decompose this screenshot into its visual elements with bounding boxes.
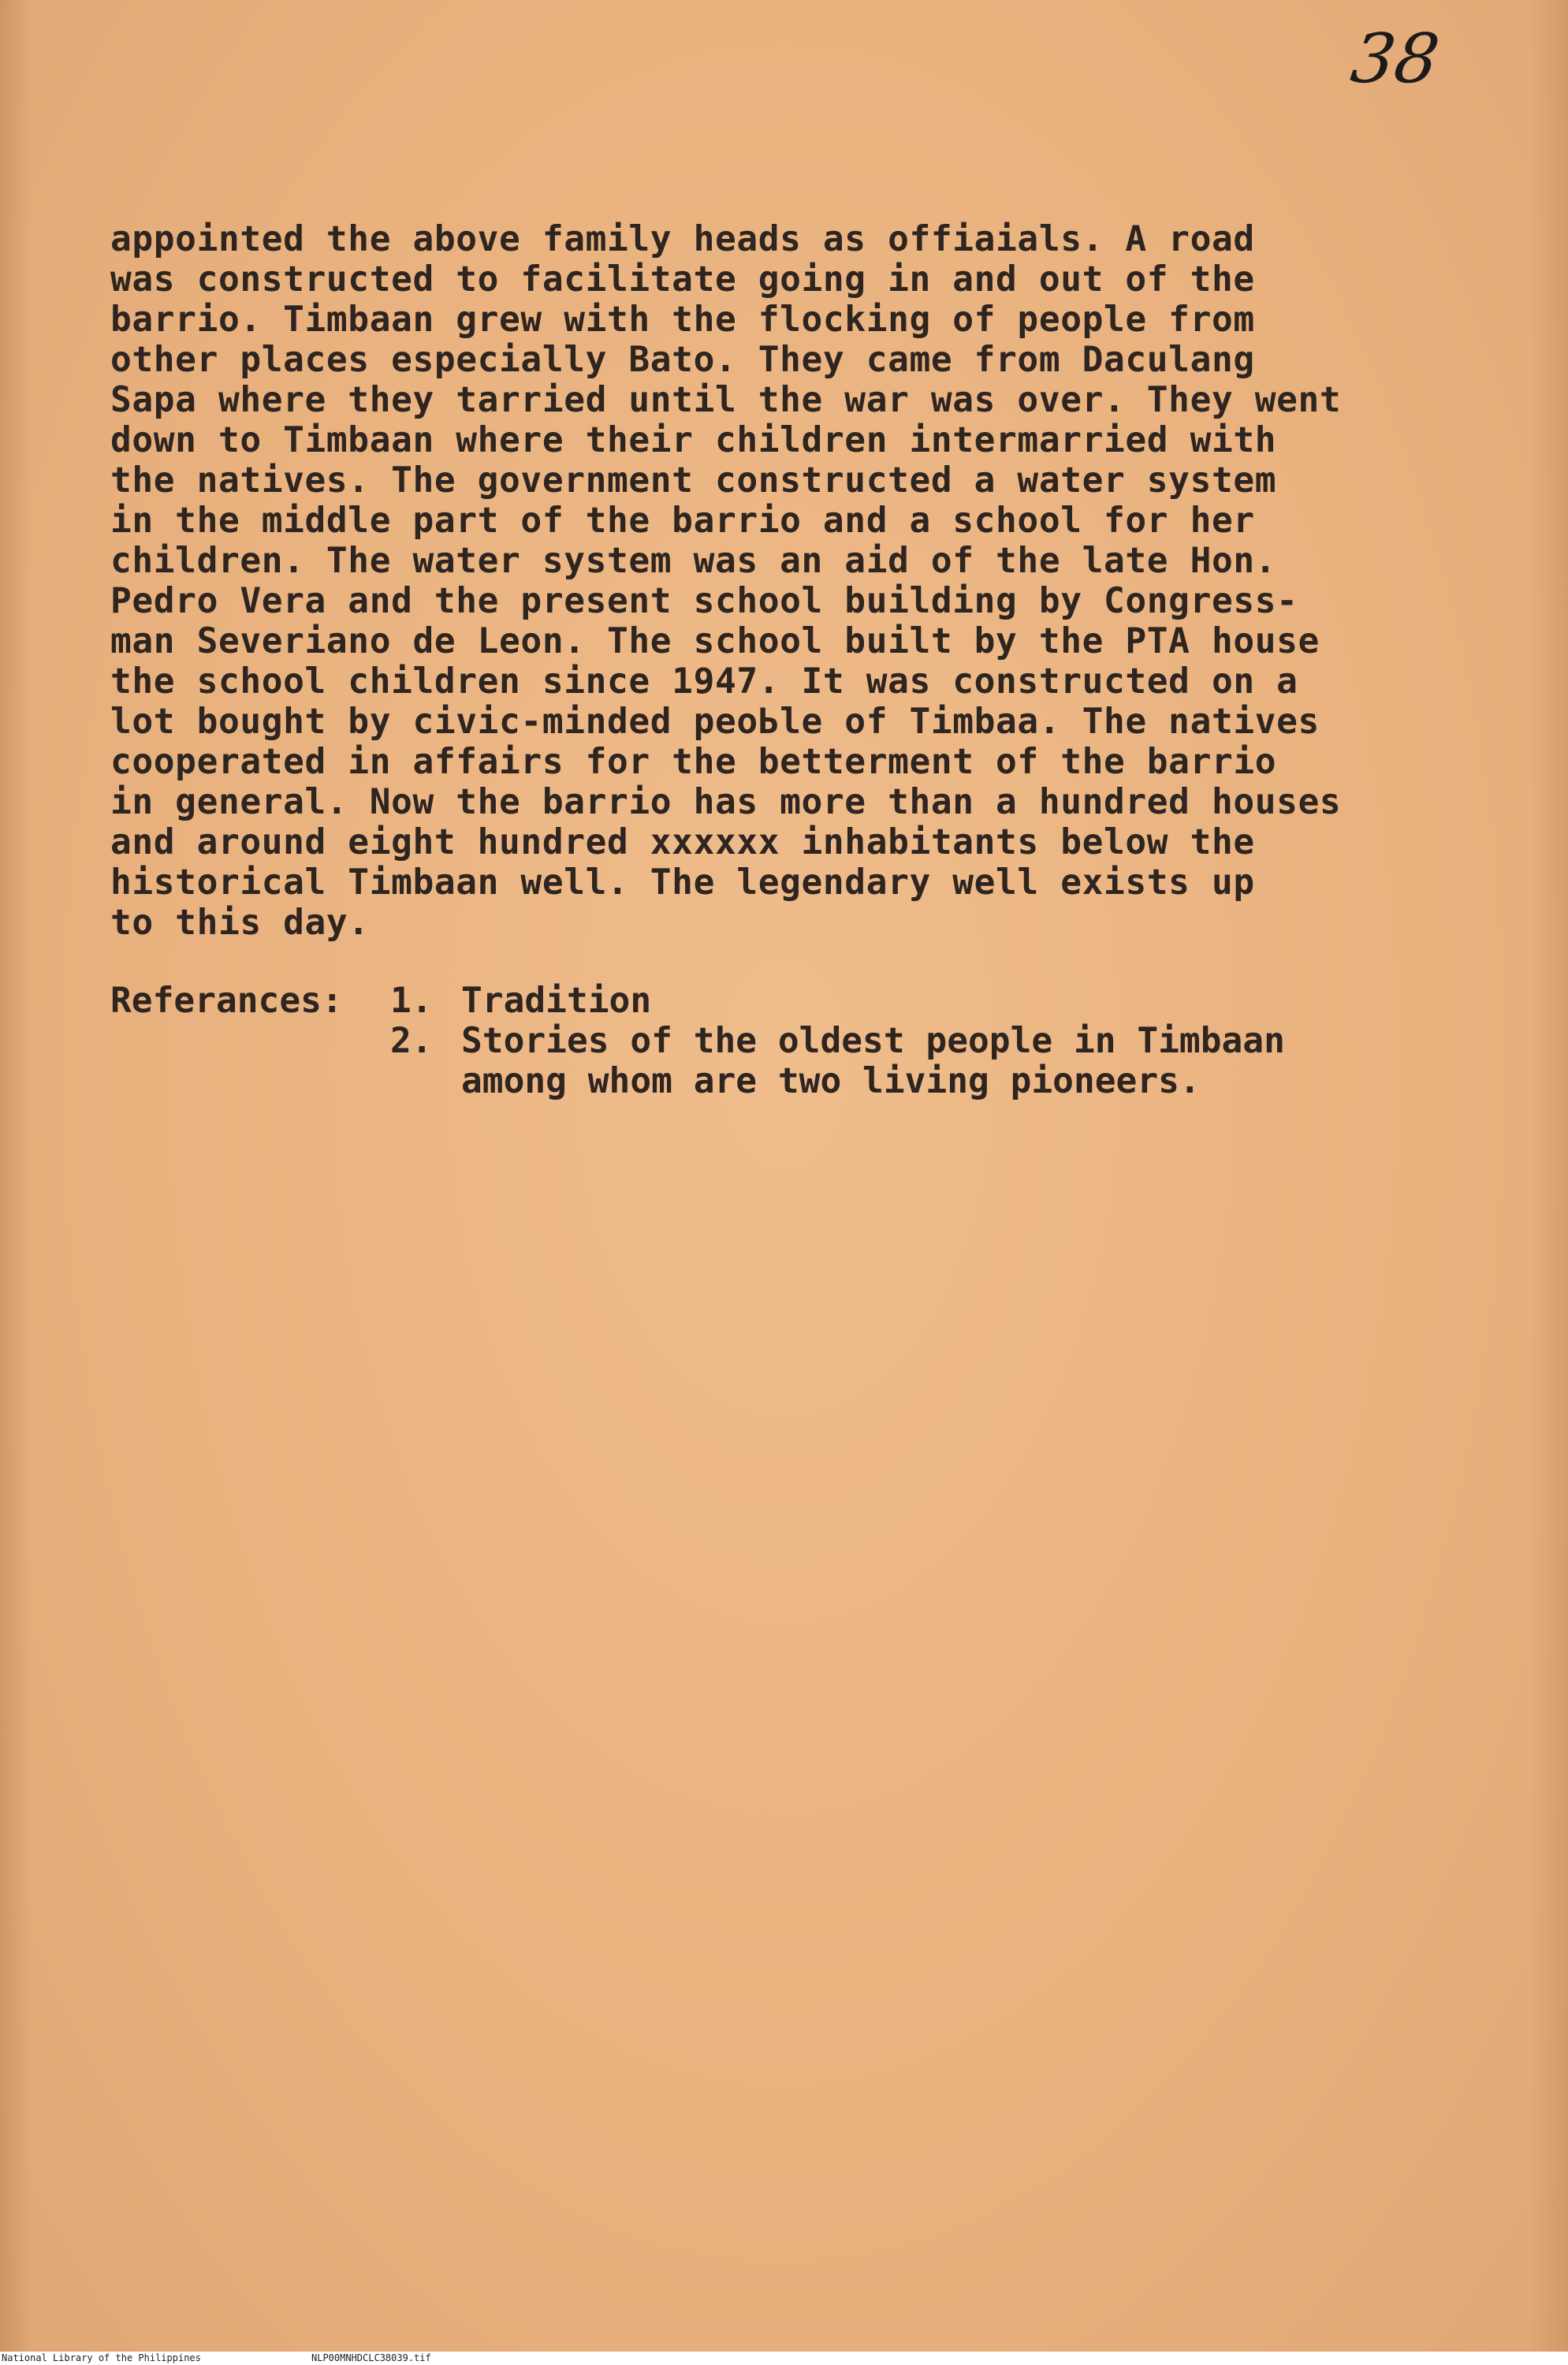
text-line: Pedro Vera and the present school building by Congress- <box>110 581 1298 621</box>
text-line: in general. Now the barrio has more than a hundred houses <box>110 782 1342 822</box>
text-line: Sapa where they tarried until the war was over. They went <box>110 380 1342 420</box>
reference-number: 1. <box>390 981 433 1021</box>
reference-number: 2. <box>390 1021 433 1061</box>
text-line: in the middle part of the barrio and a school for her <box>110 501 1255 541</box>
reference-text: among whom are two living pioneers. <box>461 1061 1201 1101</box>
text-line: was constructed to facilitate going in and out of the <box>110 259 1255 300</box>
text-line: cooperated in affairs for the betterment of the barrio <box>110 742 1277 782</box>
scan-footer <box>0 2352 1568 2365</box>
text-line: other places especially Bato. They came from Daculang <box>110 340 1255 380</box>
reference-text: Tradition <box>461 981 652 1021</box>
text-line: down to Timbaan where their children intermarried with <box>110 420 1277 460</box>
page-number: 38 <box>1346 20 1444 99</box>
text-line: man Severiano de Leon. The school built by the PTA house <box>110 621 1320 661</box>
text-line: lot bought by civic-minded peoЬle of Timbaa. The natives <box>110 702 1320 742</box>
text-line: barrio. Timbaan grew with the flocking of people from <box>110 300 1255 340</box>
reference-item-continuation <box>110 1061 1498 1101</box>
footer-filename: NLP00MNHDCLC38039.tif <box>311 2352 431 2363</box>
reference-item <box>110 981 1498 1021</box>
text-line: to this day. <box>110 903 370 943</box>
references-section <box>110 981 1498 1101</box>
text-line: appointed the above family heads as offiaials. A road <box>110 219 1255 259</box>
footer-source: National Library of the Philippines <box>2 2352 201 2363</box>
body-text <box>110 219 1498 943</box>
text-line: and around eight hundred xxxxxx inhabitants below the <box>110 822 1255 862</box>
reference-text: Stories of the oldest people in Timbaan <box>461 1021 1285 1061</box>
text-line: historical Timbaan well. The legendary well exists up <box>110 862 1255 903</box>
text-line: the natives. The government constructed a water system <box>110 460 1277 501</box>
text-line: children. The water system was an aid of the late Hon. <box>110 541 1277 581</box>
reference-item <box>110 1021 1498 1061</box>
text-line: the school children since 1947. It was constructed on a <box>110 661 1298 702</box>
references-label: Referances: <box>110 981 343 1021</box>
